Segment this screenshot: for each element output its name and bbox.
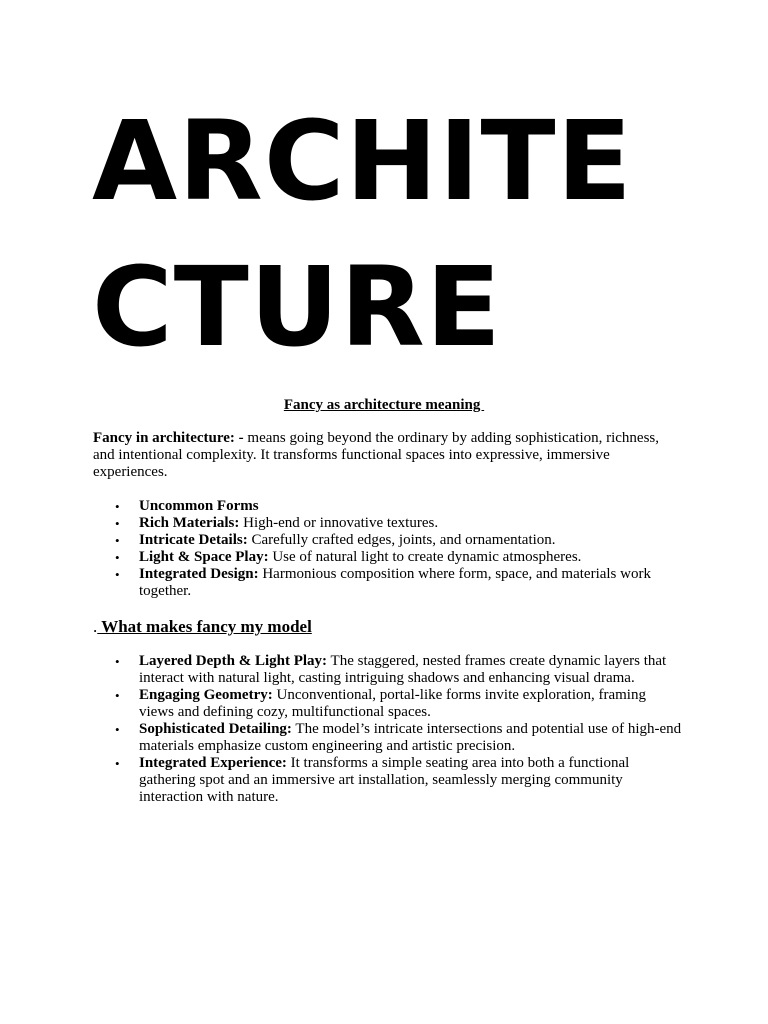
item-term: Integrated Design:: [139, 566, 259, 582]
intro-paragraph: [93, 430, 683, 481]
item-text: Carefully crafted edges, joints, and ornamentation.: [247, 532, 556, 548]
item-term: Sophisticated Detailing:: [139, 721, 292, 737]
list-item: [93, 721, 683, 755]
list-item: [93, 687, 683, 721]
title-line-1: ARCHITE: [92, 97, 633, 225]
item-text: Use of natural light to create dynamic atmospheres.: [268, 549, 582, 565]
item-term: Intricate Details:: [139, 532, 248, 548]
bullet-icon: •: [115, 688, 120, 703]
model-points-list: [93, 653, 683, 806]
item-text: The model’s intricate intersections and potential use of high-end materials emphasize custom engineering and artistic precision.: [139, 721, 682, 754]
title-line-2: CTURE: [92, 243, 502, 371]
bullet-icon: •: [115, 499, 120, 514]
list-item: [93, 653, 683, 687]
list-item: [93, 566, 683, 600]
item-term: Light & Space Play:: [139, 549, 269, 565]
list-item: [93, 755, 683, 806]
list-item: [93, 532, 683, 549]
section-heading: [93, 617, 312, 637]
list-item: [93, 515, 683, 532]
intro-term: Fancy in architecture: -: [93, 430, 244, 446]
item-text: Unconventional, portal-like forms invite exploration, framing views and defining cozy, multifunctional spaces.: [139, 687, 646, 720]
item-text: Harmonious composition where form, space, and materials work together.: [139, 566, 651, 599]
bullet-icon: •: [115, 567, 120, 582]
section-heading-text: What makes fancy my model: [97, 617, 312, 636]
bullet-icon: •: [115, 756, 120, 771]
list-item: [93, 498, 683, 515]
document-title: [92, 88, 692, 380]
section-prefix: .: [93, 617, 98, 636]
item-text: High-end or innovative textures.: [239, 515, 439, 531]
subtitle: Fancy as architecture meaning: [283, 397, 485, 413]
intro-text: means going beyond the ordinary by adding sophistication, richness, and intentional complexity. It transforms functional spaces into expressive, immersive experiences.: [93, 430, 660, 480]
item-term: Integrated Experience:: [139, 755, 287, 771]
item-term: Uncommon Forms: [139, 498, 259, 514]
list-item: [93, 549, 683, 566]
bullet-icon: •: [115, 722, 120, 737]
item-term: Engaging Geometry:: [139, 687, 273, 703]
item-text: It transforms a simple seating area into both a functional gathering spot and an immersive art installation, seamlessly merging community interaction with nature.: [139, 755, 630, 805]
features-list: [93, 498, 683, 600]
bullet-icon: •: [115, 550, 120, 565]
bullet-icon: •: [115, 533, 120, 548]
bullet-icon: •: [115, 654, 120, 669]
bullet-icon: •: [115, 516, 120, 531]
item-term: Rich Materials:: [139, 515, 240, 531]
item-term: Layered Depth & Light Play:: [139, 653, 328, 669]
item-text: The staggered, nested frames create dynamic layers that interact with natural light, casting intriguing shadows and enhancing visual drama.: [139, 653, 667, 686]
